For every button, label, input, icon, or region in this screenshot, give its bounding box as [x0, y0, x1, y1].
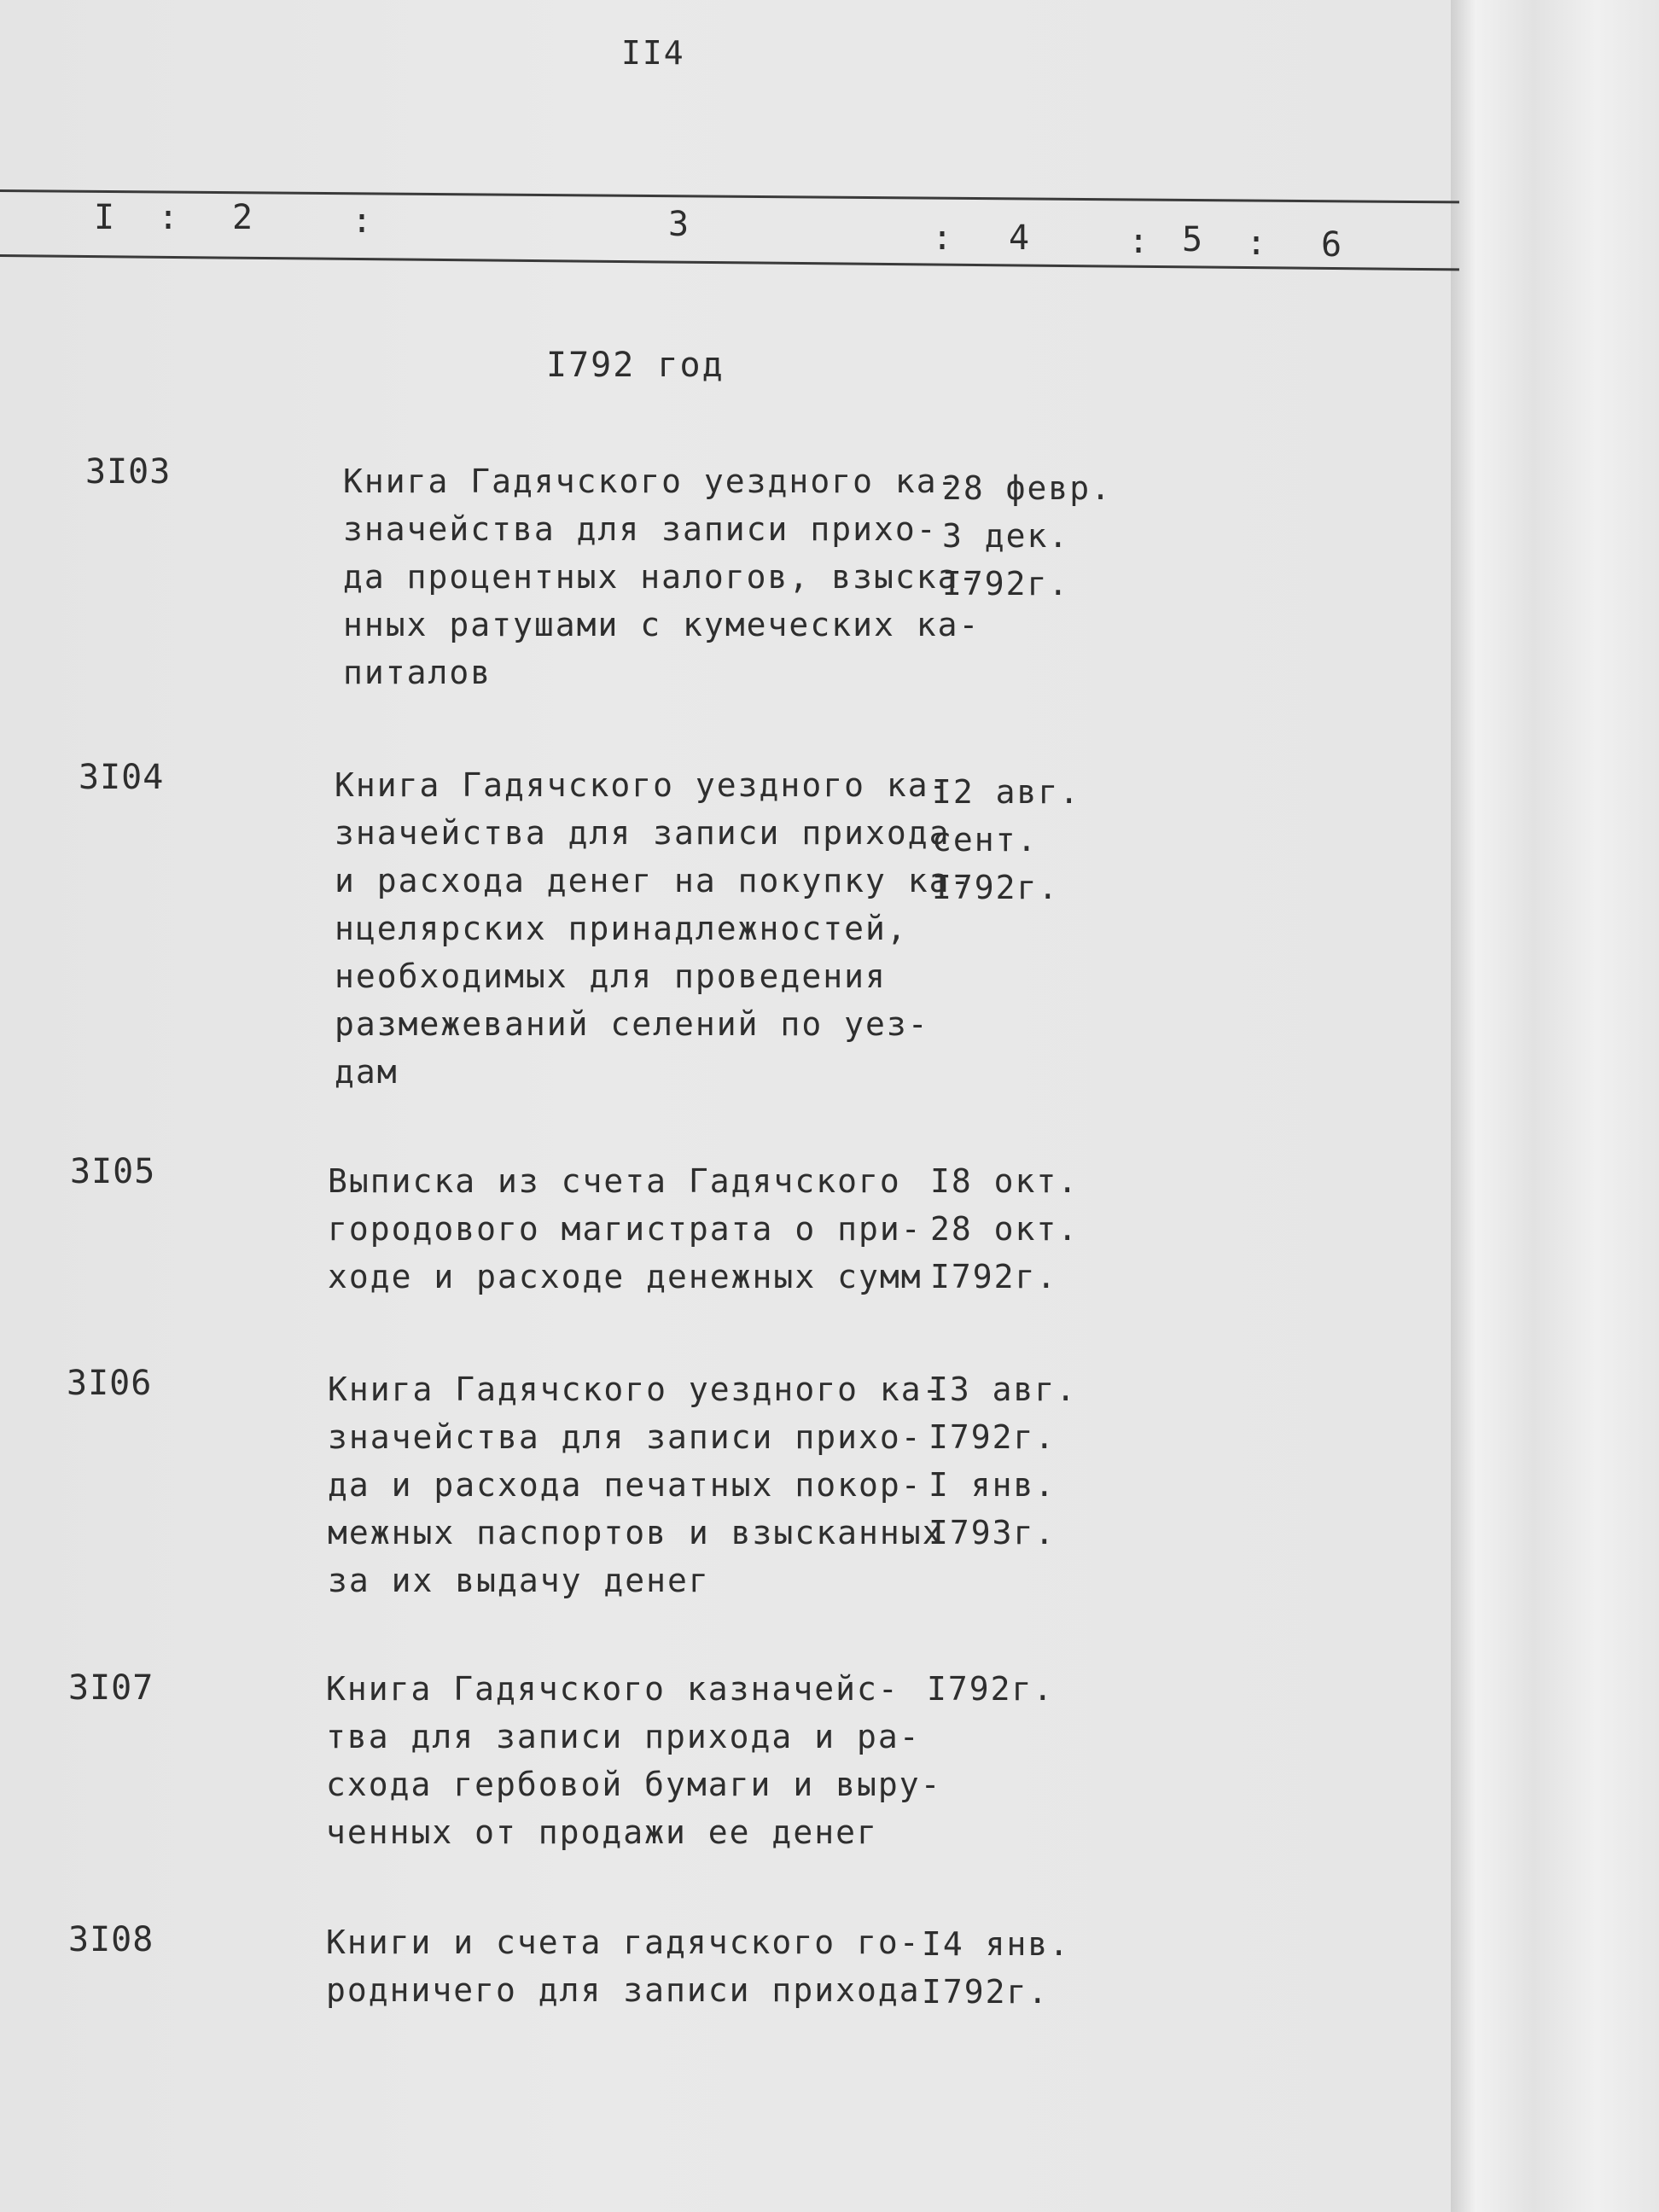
- entry-description-line: значейства для записи прихода: [335, 814, 951, 852]
- entry-date-line: 3 дек.: [942, 517, 1070, 555]
- entry-description-line: ходе и расходе денежных сумм: [328, 1258, 923, 1295]
- entry-description-line: нных ратушами с кумеческих ка-: [343, 606, 981, 643]
- entry-description-line: значейства для записи прихо-: [343, 510, 938, 548]
- column-separator: :: [1246, 224, 1267, 263]
- column-header-1: I: [94, 198, 115, 237]
- entry-description-line: Книга Гадячского уездного ка-: [328, 1371, 944, 1408]
- column-separator: :: [158, 198, 179, 237]
- entry-description-line: схода гербовой бумаги и выру-: [326, 1766, 942, 1803]
- entry-number: 3I07: [68, 1668, 154, 1708]
- column-separator: :: [932, 218, 953, 258]
- entry-date-line: I793г.: [928, 1514, 1057, 1551]
- entry-number: 3I04: [79, 758, 165, 797]
- entry-number: 3I08: [68, 1920, 154, 1959]
- entry-date-line: I4 янв.: [922, 1925, 1071, 1963]
- column-separator: :: [1128, 222, 1150, 261]
- entry-description-line: ченных от продажи ее денег: [326, 1813, 878, 1851]
- entry-description-line: и расхода денег на покупку ка-: [335, 862, 972, 899]
- column-header-2: 2: [232, 198, 253, 237]
- entry-date-line: I792г.: [922, 1973, 1050, 2011]
- column-header-6: 6: [1321, 225, 1342, 265]
- entry-date-line: I8 окт.: [930, 1162, 1080, 1200]
- entry-date-line: I2 авг.: [932, 773, 1081, 811]
- entry-date-line: I3 авг.: [928, 1371, 1078, 1408]
- entry-description-line: городового магистрата о при-: [328, 1210, 923, 1248]
- entry-description-line: значейства для записи прихо-: [328, 1418, 923, 1456]
- entry-number: 3I05: [70, 1152, 156, 1191]
- entry-description-line: Книга Гадячского уездного ка-: [343, 463, 959, 500]
- page-number: II4: [621, 34, 685, 72]
- entry-description-line: Выписка из счета Гадячского: [328, 1162, 901, 1200]
- entry-date-line: I792г.: [930, 1258, 1058, 1295]
- entry-description-line: за их выдачу денег: [328, 1562, 710, 1599]
- entry-date-line: I792г.: [932, 869, 1060, 906]
- entry-description-line: да и расхода печатных покор-: [328, 1466, 923, 1504]
- entry-description-line: родничего для записи прихода: [326, 1971, 921, 2009]
- entry-date-line: 28 окт.: [930, 1210, 1080, 1248]
- column-header-3: 3: [668, 205, 690, 244]
- entry-date-line: 28 февр.: [942, 469, 1113, 507]
- entry-description-line: дам: [335, 1053, 399, 1091]
- entry-description-line: питалов: [343, 654, 492, 691]
- column-header-5: 5: [1182, 220, 1203, 259]
- entry-description-line: Книга Гадячского уездного ка-: [335, 766, 951, 804]
- entry-date-line: сент.: [932, 821, 1039, 859]
- page-edge: [1451, 0, 1659, 2212]
- entry-date-line: I792г.: [928, 1418, 1057, 1456]
- entry-date-line: I792г.: [942, 565, 1070, 602]
- entry-date-line: I792г.: [927, 1670, 1055, 1708]
- entry-number: 3I06: [67, 1364, 153, 1403]
- entry-number: 3I03: [85, 452, 172, 492]
- column-separator: :: [352, 201, 373, 241]
- entry-description-line: Книги и счета гадячского го-: [326, 1924, 921, 1961]
- entry-description-line: межных паспортов и взысканных: [328, 1514, 944, 1551]
- entry-description-line: тва для записи прихода и ра-: [326, 1718, 921, 1755]
- entry-description-line: размежеваний селений по уез-: [335, 1005, 929, 1043]
- entry-date-line: I янв.: [928, 1466, 1057, 1504]
- column-header-4: 4: [1009, 218, 1030, 258]
- entry-description-line: Книга Гадячского казначейс-: [326, 1670, 899, 1708]
- entry-description-line: необходимых для проведения: [335, 958, 887, 995]
- entry-description-line: нцелярских принадлежностей,: [335, 910, 908, 947]
- year-heading: I792 год: [546, 346, 725, 385]
- entry-description-line: да процентных налогов, взыска-: [343, 558, 981, 596]
